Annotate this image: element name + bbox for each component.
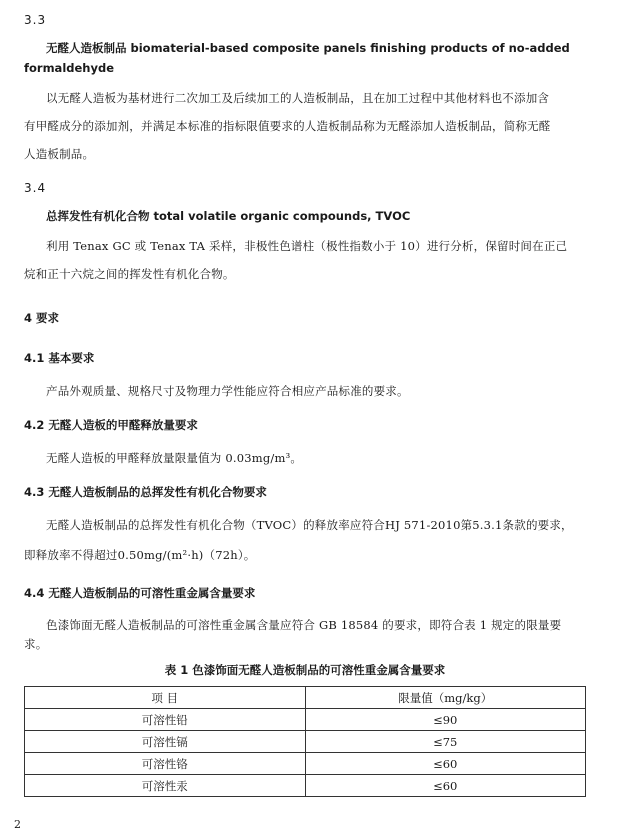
term-title-no-added-formaldehyde-products: 无醛人造板制品 biomaterial-based composite panels finishing products of no-added: [46, 41, 570, 55]
section-text-line: 色漆饰面无醛人造板制品的可溶性重金属含量应符合 GB 18584 的要求，即符合表 1 规定的限量要: [46, 618, 562, 632]
table-header-limit: 限量值（mg/kg）: [305, 687, 586, 709]
table-cell-item: 可溶性汞: [25, 775, 306, 797]
table-cell-limit: ≤90: [305, 709, 586, 731]
section-text-line: 即释放率不得超过0.50mg/(m²·h)（72h）。: [24, 548, 256, 562]
definition-line: 利用 Tenax GC 或 Tenax TA 采样，非极性色谱柱（极性指数小于 10）进行分析，保留时间在正己: [46, 239, 568, 253]
table-header-item: 项 目: [25, 687, 306, 709]
section-text-4-2: 无醛人造板的甲醛释放量限量值为 0.03mg/m³。: [46, 451, 303, 465]
table-cell-limit: ≤75: [305, 731, 586, 753]
page-number: 2: [14, 818, 21, 831]
definition-line: 有甲醛成分的添加剂，并满足本标准的指标限值要求的人造板制品称为无醛添加人造板制品，简称无醛: [24, 119, 551, 133]
table-cell-item: 可溶性铅: [25, 709, 306, 731]
table-header-row: [25, 687, 586, 709]
section-text-4-1: 产品外观质量、规格尺寸及物理力学性能应符合相应产品标准的要求。: [46, 384, 409, 398]
table-cell-item: 可溶性铬: [25, 753, 306, 775]
definition-line: 人造板制品。: [24, 147, 95, 161]
definition-line: 以无醛人造板为基材进行二次加工及后续加工的人造板制品，且在加工过程中其他材料也不添加含: [46, 91, 550, 105]
term-title-tvoc: 总挥发性有机化合物 total volatile organic compounds, TVOC: [46, 209, 411, 223]
table-cell-limit: ≤60: [305, 775, 586, 797]
limit-table: [24, 686, 586, 797]
section-heading-4-1: 4.1 基本要求: [24, 351, 95, 365]
term-title-continuation: formaldehyde: [24, 61, 115, 75]
section-text-line: 求。: [24, 637, 48, 651]
section-heading-4-2: 4.2 无醛人造板的甲醛释放量要求: [24, 418, 198, 432]
section-number-3-4: 3.4: [24, 181, 47, 195]
table-row: [25, 709, 586, 731]
section-heading-4-4: 4.4 无醛人造板制品的可溶性重金属含量要求: [24, 586, 256, 600]
section-text-line: 无醛人造板制品的总挥发性有机化合物（TVOC）的释放率应符合HJ 571-2010第5.3.1条款的要求，: [46, 518, 573, 532]
table-cell-limit: ≤60: [305, 753, 586, 775]
table-row: [25, 731, 586, 753]
definition-line: 烷和正十六烷之间的挥发性有机化合物。: [24, 267, 235, 281]
section-number-3-3: 3.3: [24, 13, 47, 27]
table-caption: 表 1 色漆饰面无醛人造板制品的可溶性重金属含量要求: [164, 663, 446, 677]
table-cell-item: 可溶性镉: [25, 731, 306, 753]
section-heading-4-3: 4.3 无醛人造板制品的总挥发性有机化合物要求: [24, 485, 267, 499]
table-row: [25, 753, 586, 775]
section-heading-4: 4 要求: [24, 311, 60, 325]
table-row: [25, 775, 586, 797]
